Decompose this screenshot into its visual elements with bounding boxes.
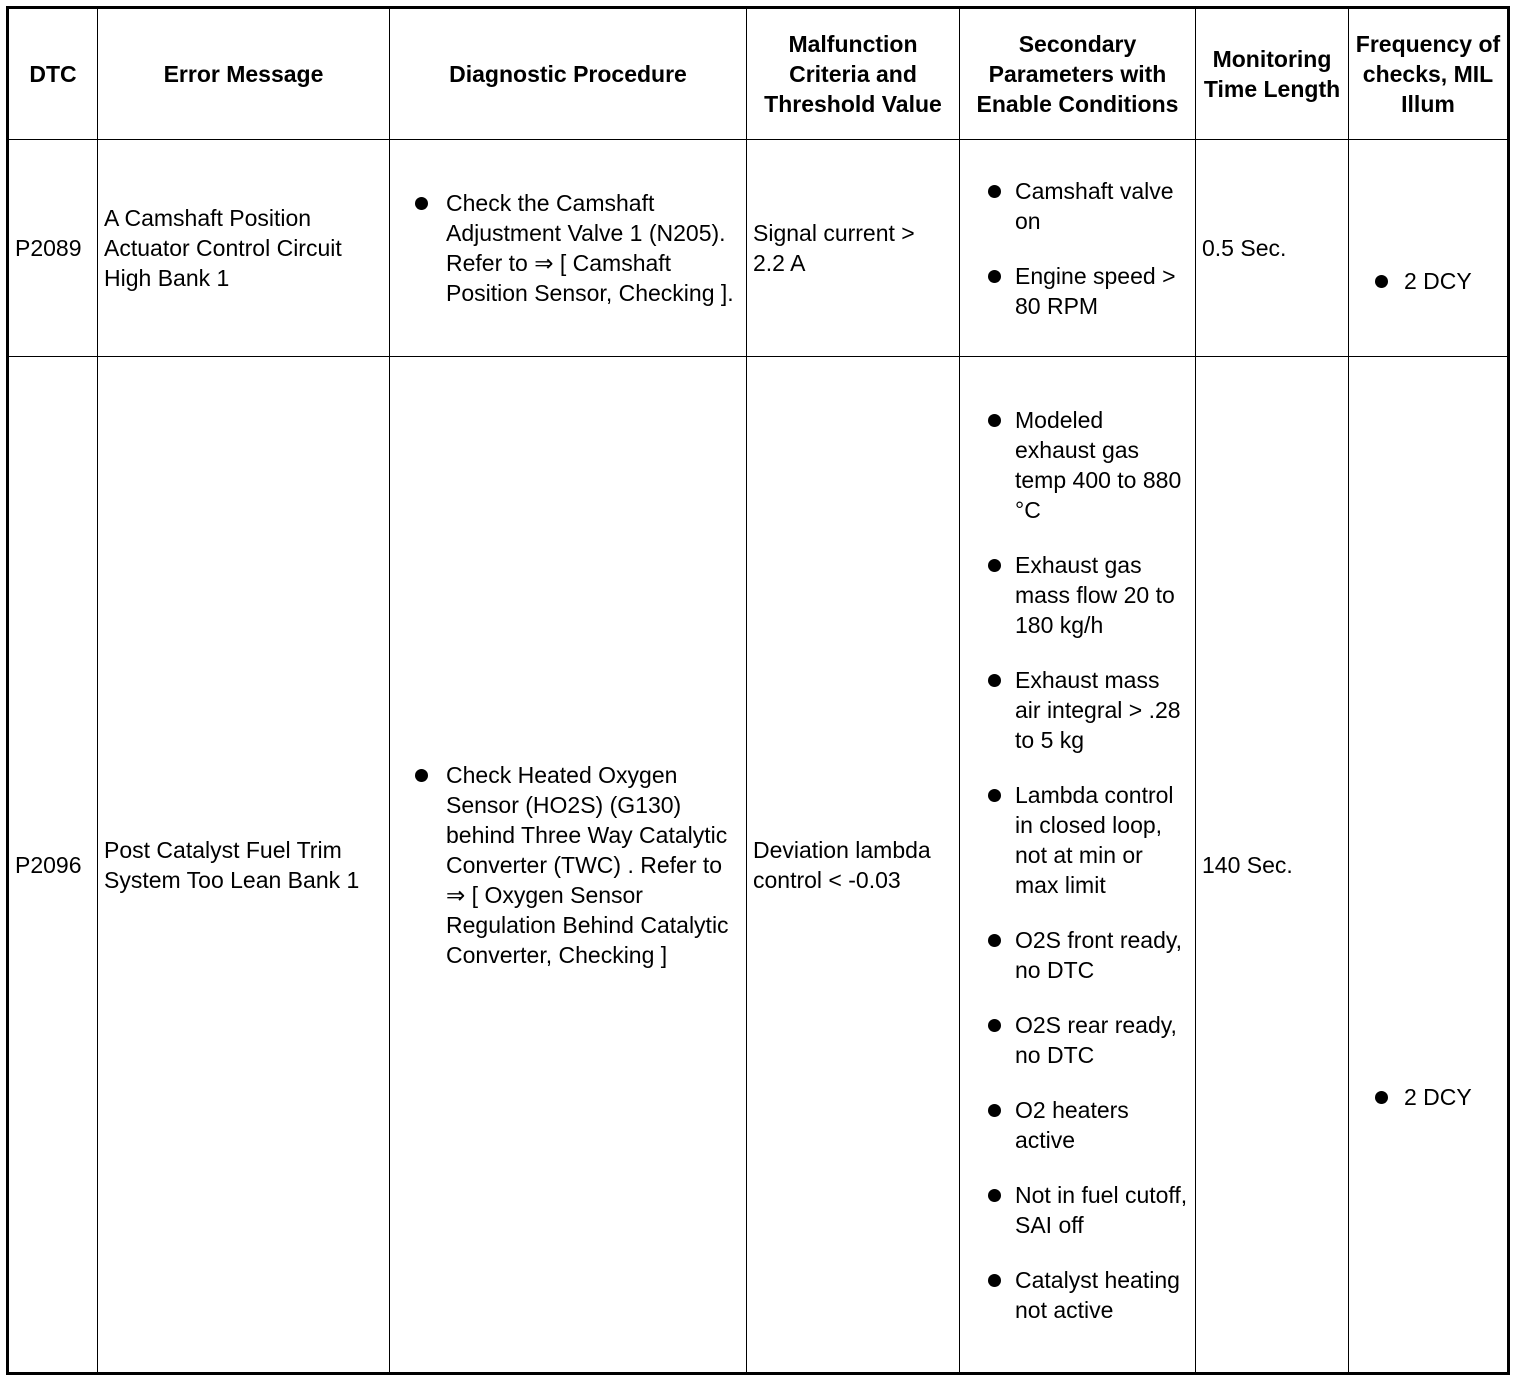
frequency-list	[1355, 1082, 1501, 1112]
list-item: Camshaft valve on	[966, 176, 1189, 236]
diagnostic-procedure-list	[396, 188, 740, 308]
list-item: O2S front ready, no DTC	[966, 925, 1189, 985]
secondary-parameters-list	[966, 405, 1189, 1325]
table-row	[8, 357, 1509, 1374]
frequency	[1349, 140, 1509, 357]
diagnostic-procedure-list	[396, 760, 740, 970]
dtc-code: P2089	[8, 140, 98, 357]
header-diagnostic-procedure: Diagnostic Procedure	[390, 8, 747, 140]
secondary-parameters-list	[966, 176, 1189, 321]
list-item: Catalyst heating not active	[966, 1265, 1189, 1325]
table-header-row	[8, 8, 1509, 140]
malfunction-criteria: Signal current > 2.2 A	[747, 140, 960, 357]
dtc-table	[6, 6, 1510, 1375]
list-item: O2S rear ready, no DTC	[966, 1010, 1189, 1070]
list-item: Check the Camshaft Adjustment Valve 1 (N205). Refer to ⇒ [ Camshaft Position Sensor, Checking ].	[396, 188, 740, 308]
list-item: Exhaust mass air integral > .28 to 5 kg	[966, 665, 1189, 755]
header-dtc: DTC	[8, 8, 98, 140]
header-monitoring-time: Monitoring Time Length	[1196, 8, 1349, 140]
list-item: Exhaust gas mass flow 20 to 180 kg/h	[966, 550, 1189, 640]
table-row	[8, 140, 1509, 357]
header-error-message: Error Message	[98, 8, 390, 140]
monitoring-time: 140 Sec.	[1196, 357, 1349, 1374]
list-item: 2 DCY	[1355, 1082, 1501, 1112]
header-secondary-parameters: Secondary Parameters with Enable Conditions	[960, 8, 1196, 140]
list-item: O2 heaters active	[966, 1095, 1189, 1155]
error-message: A Camshaft Position Actuator Control Circuit High Bank 1	[98, 140, 390, 357]
header-malfunction-criteria: Malfunction Criteria and Threshold Value	[747, 8, 960, 140]
diagnostic-procedure	[390, 140, 747, 357]
dtc-code: P2096	[8, 357, 98, 1374]
list-item: Not in fuel cutoff, SAI off	[966, 1180, 1189, 1240]
frequency	[1349, 357, 1509, 1374]
diagnostic-procedure	[390, 357, 747, 1374]
frequency-list	[1355, 266, 1501, 296]
list-item: Modeled exhaust gas temp 400 to 880 °C	[966, 405, 1189, 525]
list-item: Lambda control in closed loop, not at min or max limit	[966, 780, 1189, 900]
secondary-parameters	[960, 140, 1196, 357]
malfunction-criteria: Deviation lambda control < -0.03	[747, 357, 960, 1374]
error-message: Post Catalyst Fuel Trim System Too Lean Bank 1	[98, 357, 390, 1374]
monitoring-time: 0.5 Sec.	[1196, 140, 1349, 357]
list-item: 2 DCY	[1355, 266, 1501, 296]
header-frequency: Frequency of checks, MIL Illum	[1349, 8, 1509, 140]
secondary-parameters	[960, 357, 1196, 1374]
list-item: Check Heated Oxygen Sensor (HO2S) (G130) behind Three Way Catalytic Converter (TWC) . Refer to ⇒ [ Oxygen Sensor Regulation Behind Catalytic Converter, Checking ]	[396, 760, 740, 970]
list-item: Engine speed > 80 RPM	[966, 261, 1189, 321]
